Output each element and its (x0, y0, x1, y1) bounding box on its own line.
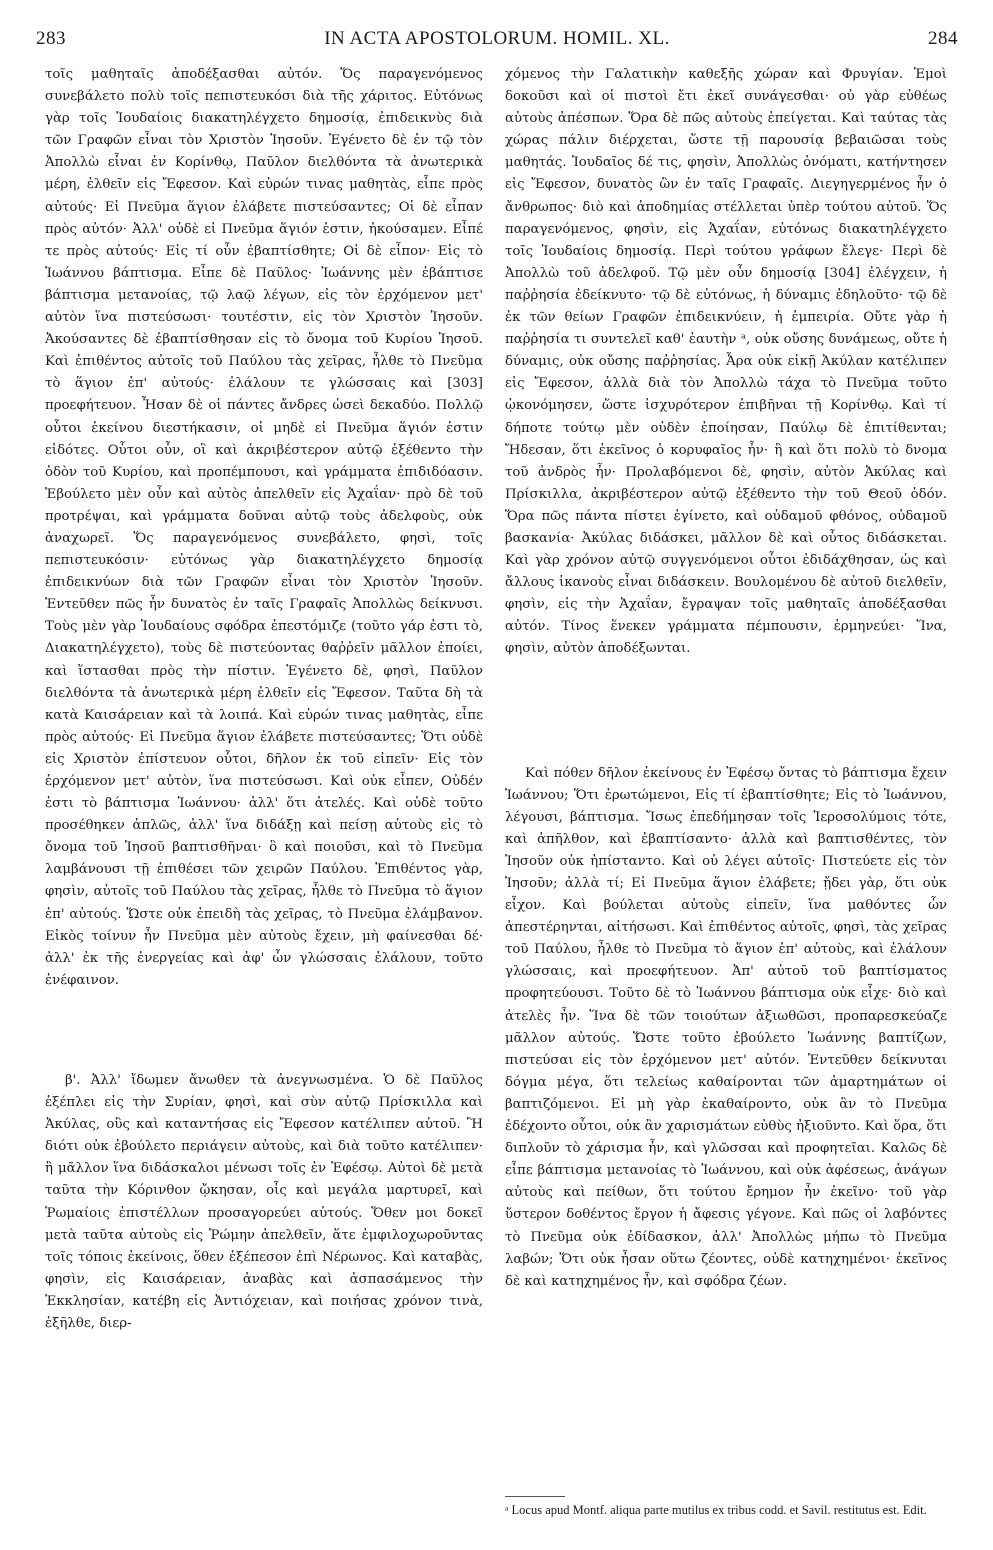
left-column (45, 64, 483, 1335)
running-header (36, 28, 958, 56)
section-gap (505, 661, 947, 763)
footnote-text: ᵃ Locus apud Montf. aliqua parte mutilus ex tribus codd. et Savil. restitutus est. Edit. (505, 1503, 927, 1517)
footnote-rule (505, 1496, 565, 1497)
footnote (505, 1502, 947, 1519)
left-paragraph-2: β'. Ἀλλ' ἴδωμεν ἄνωθεν τὰ ἀνεγνωσμένα. Ὁ δὲ Παῦλος ἐξέπλει εἰς τὴν Συρίαν, φησὶ, καὶ σὺν αὐτῷ Πρίσκιλλα καὶ Ἀκύλας, οὓς καὶ καταντήσας εἰς Ἔφεσον κατέλιπεν αὐτοῦ. Ἢ διότι οὐκ ἐβούλετο περιάγειν αὐτοὺς, καὶ διὰ τοῦτο κατέλιπεν· ἢ μᾶλλον ἵνα διδάσκαλοι μένωσι τοῖς ἐν Ἐφέσῳ. Αὐτοὶ δὲ μετὰ ταῦτα τὴν Κόρινθον ᾤκησαν, οἷς καὶ μεγάλα μαρτυρεῖ, καὶ Ῥωμαίοις ἐπιστέλλων προσαγορεύει αὐτούς. Ὅθεν μοι δοκεῖ μετὰ ταῦτα αὐτοὺς εἰς Ῥώμην ἀπελθεῖν, ἅτε ἐμφιλοχωροῦντας τοῖς τόποις ἐκείνοις, ὅθεν ἐξέπεσον ἐπὶ Νέρωνος. Καὶ καταβὰς, φησὶν, εἰς Καισάρειαν, ἀναβὰς καὶ ἀσπασάμενος τὴν Ἐκκλησίαν, κατέβη εἰς Ἀντιόχειαν, καὶ ποιήσας χρόνον τινὰ, ἐξῆλθε, διερ- (45, 1072, 483, 1331)
page-number-left: 283 (36, 28, 66, 49)
right-column (505, 64, 947, 1293)
right-paragraph-2: Καὶ πόθεν δῆλον ἐκείνους ἐν Ἐφέσῳ ὄντας τὸ βάπτισμα ἔχειν Ἰωάννου; Ὅτι ἐρωτώμενοι, Εἰς τί ἐβαπτίσθητε; Εἰς τὸ Ἰωάννου, λέγουσι, βάπτισμα. Ἴσως ἐπεδήμησαν τοῖς Ἱεροσολύμοις τότε, καὶ ἀπῆλθον, καὶ ἐβαπτίσαντο· ἀλλὰ καὶ βαπτισθέντες, τὸν Ἰησοῦν οὐκ ἠπίσταντο. Καὶ οὐ λέγει αὐτοῖς· Πιστεύετε εἰς τὸν Ἰησοῦν; ἀλλὰ τί; Εἰ Πνεῦμα ἅγιον ἐλάβετε; ᾔδει γὰρ, ὅτι οὐκ εἶχον. Καὶ βούλεται αὐτοὺς εἰπεῖν, ἵνα μαθόντες ὧν ἀπεστέρηνται, αἰτήσωσι. Καὶ ἐπιθέντος αὐτοῖς, φησὶ, τὰς χεῖρας τοῦ Παύλου, ἦλθε τὸ Πνεῦμα τὸ ἅγιον ἐπ' αὐτοὺς, καὶ ἐλάλουν γλώσσαις, καὶ προεφήτευον. Ἀπ' αὐτοῦ τοῦ βαπτίσματος προφητεύουσι. Τοῦτο δὲ τὸ Ἰωάννου βάπτισμα οὐκ εἶχε· διὸ καὶ ἀτελὲς ἦν. Ἵνα δὲ τῶν τοιούτων ἀξιωθῶσι, προπαρεσκεύαζε μᾶλλον αὐτούς. Ὥστε τοῦτο ἐβούλετο Ἰωάννης βαπτίζων, πιστεύσαι εἰς τὸν ἐρχόμενον μετ' αὐτόν. Ἐντεῦθεν δείκνυται δόγμα μέγα, ὅτι τελείως καθαίρονται τῶν ἁμαρτημάτων οἱ βαπτιζόμενοι. Εἰ μὴ γὰρ ἐκαθαίροντο, οὐκ ἂν τὸ Πνεῦμα ἐδέχοντο οὗτοι, οὐκ ἂν χαρισμάτων εὐθὺς ἠξιοῦντο. Καὶ ὅρα, ὅτι διπλοῦν τὸ χάρισμα ἦν, καὶ γλῶσσαι καὶ προφητεῖαι. Καλῶς δὲ εἶπε βάπτισμα μετανοίας τὸ Ἰωάννου, καὶ οὐκ ἀφέσεως, ἀνάγων αὐτοὺς καὶ πείθων, ὅτι τούτου ἔρημον ἦν ἐκεῖνο· τοῦ γὰρ ὕστερον δοθέντος ἔργον ἡ ἄφεσις γέγονε. Καὶ πῶς οἱ λαβόντες τὸ Πνεῦμα οὐκ ἐδίδασκον, ἀλλ' Ἀπολλὼς μήπω τὸ Πνεῦμα λαβών; Ὅτι οὐκ ἦσαν οὕτω ζέοντες, οὐδὲ κατηχημένοι· ἐκεῖνος δὲ καὶ κατηχημένος ἦν, καὶ σφόδρα ζέων. (505, 765, 947, 1289)
right-paragraph-1: χόμενος τὴν Γαλατικὴν καθεξῆς χώραν καὶ Φρυγίαν. Ἐμοὶ δοκοῦσι καὶ οἱ πιστοὶ ἔτι ἐκεῖ συνάγεσθαι· οὐ γὰρ εὐθέως αὐτοὺς ἀπέσπων. Ὅρα δὲ πῶς αὐτοὺς ἐπείγεται. Καὶ ταύτας τὰς χώρας πάλιν διέρχεται, ὥστε τῇ παρουσίᾳ βεβαιῶσαι τοὺς μαθητάς. Ἰουδαῖος δέ τις, φησὶν, Ἀπολλὼς ὀνόματι, κατήντησεν εἰς Ἔφεσον, δυνατὸς ὢν ἐν ταῖς Γραφαῖς. Διεγηγερμένος ἦν ὁ ἄνθρωπος· διὸ καὶ ἀποδημίας στέλλεται ὑπὲρ τούτου αὐτοῦ. Ὅς παραγενόμενος, φησὶν, εἰς Ἀχαΐαν, εὐτόνως διακατηλέγχετο τοῖς Ἰουδαίοις δημοσίᾳ. Περὶ τούτου γράφων ἔλεγε· Περὶ δὲ Ἀπολλὼ τοῦ ἀδελφοῦ. Τῷ μὲν οὖν δημοσίᾳ [304] ἐλέγχειν, ἡ παῤῥησία ἐδείκνυτο· τῷ δὲ εὐτόνως, ἡ δύναμις ἐδηλοῦτο· τῷ δὲ ἐκ τῶν θείων Γραφῶν ἐπιδεικνύειν, ἡ ἐμπειρία. Οὔτε γὰρ ἡ παῤῥησία τι συντελεῖ καθ' ἑαυτὴν ᵃ, οὐκ οὔσης δυνάμεως, οὔτε ἡ δύναμις, οὐκ οὔσης παῤῥησίας. Ἆρα οὐκ εἰκῇ Ἀκύλαν κατέλιπεν εἰς Ἔφεσον, ἀλλὰ διὰ τὸν Ἀπολλὼ τάχα τὸ Πνεῦμα τοῦτο ᾠκονόμησεν, ὥστε ἰσχυρότερον ἐπιβῆναι τῇ Κορίνθῳ. Καὶ τί δήποτε τούτῳ μὲν οὐδὲν ἐποίησαν, Παύλῳ δὲ ἐπιτίθενται; Ἤδεσαν, ὅτι ἐκεῖνος ὁ κορυφαῖος ἦν· ἢ καὶ ὅτι πολὺ τὸ δνομα τοῦ ἀνδρὸς ἦν· Προλαβόμενοι δὲ, φησὶν, αὐτὸν Ἀκύλας καὶ Πρίσκιλλα, ἀκριβέστερον αὐτῷ ἐξέθεντο τὴν τοῦ Θεοῦ ὁδόν. Ὅρα πῶς πάντα πίστει ἐγίνετο, καὶ οὐδαμοῦ φθόνος, οὐδαμοῦ βασκανία· Ἀκύλας διδάσκει, μᾶλλον δὲ καὶ οὗτος διδάσκεται. Καὶ γὰρ χρόνον αὐτῷ συγγενόμενοι οὗτοι ἐδιδάχθησαν, ὡς καὶ ἄλλους ἱκανοὺς εἶναι διδάσκειν. Βουλομένου δὲ αὐτοῦ διελθεῖν, φησὶν, εἰς τὴν Ἀχαΐαν, ἔγραψαν τοῖς μαθηταῖς ἀποδέξασθαι αὐτόν. Τίνος ἕνεκεν γράμματα πέμπουσιν, ἑρμηνεύει· Ἵνα, φησὶν, αὐτὸν ἀποδέξωνται. (505, 67, 947, 657)
left-paragraph-1: τοῖς μαθηταῖς ἀποδέξασθαι αὐτόν. Ὅς παραγενόμενος συνεβάλετο πολὺ τοῖς πεπιστευκόσι διὰ τῆς χάριτος. Εὐτόνως γὰρ τοῖς Ἰουδαίοις διακατηλέγχετο δημοσίᾳ, ἐπιδεικνὺς διὰ τῶν Γραφῶν εἶναι τὸν Χριστὸν Ἰησοῦν. Ἐγένετο δὲ ἐν τῷ τὸν Ἀπολλὼ εἶναι ἐν Κορίνθῳ, Παῦλον διελθόντα τὰ ἀνωτερικὰ μέρη, ἐλθεῖν εἰς Ἔφεσον. Καὶ εὑρών τινας μαθητὰς, εἶπε πρὸς αὐτούς· Εἰ Πνεῦμα ἅγιον ἐλάβετε πιστεύσαντες; Οἱ δὲ εἶπαν πρὸς αὐτόν· Ἀλλ' οὐδὲ εἰ Πνεῦμα ἅγιόν ἐστιν, ἠκούσαμεν. Εἶπέ τε πρὸς αὐτούς· Εἰς τί οὖν ἐβαπτίσθητε; Οἱ δὲ εἶπον· Εἰς τὸ Ἰωάννου βάπτισμα. Εἶπε δὲ Παῦλος· Ἰωάννης μὲν ἐβάπτισε βάπτισμα μετανοίας, τῷ λαῷ λέγων, εἰς τὸν ἐρχόμενον μετ' αὐτὸν ἵνα πιστεύσωσι· τουτέστιν, εἰς τὸν Χριστὸν Ἰησοῦν. Ἀκούσαντες δὲ ἐβαπτίσθησαν εἰς τὸ ὄνομα τοῦ Κυρίου Ἰησοῦ. Καὶ ἐπιθέντος αὐτοῖς τοῦ Παύλου τὰς χεῖρας, ἦλθε τὸ Πνεῦμα τὸ ἅγιον ἐπ' αὐτούς· ἐλάλουν τε γλώσσαις καὶ [303] προεφήτευον. Ἦσαν δὲ οἱ πάντες ἄνδρες ὡσεὶ δεκαδύο. Πολλῷ οὗτοι ἐκείνου διεστήκασιν, οἱ μηδὲ εἰ Πνεῦμα ἅγιόν ἐστιν εἰδότες. Οὗτοι οὖν, οἳ καὶ ἀκριβέστερον αὐτῷ ἐξέθεντο τὴν ὁδὸν τοῦ Κυρίου, καὶ προπέμπουσι, καὶ γράμματα ἐπιδιδόασιν. Ἐβούλετο μὲν οὖν καὶ αὐτὸς ἀπελθεῖν εἰς Ἀχαΐαν· πρὸ δὲ τοῦ προτρέψαι, καὶ γράμματα δοῦναι αὐτῷ τοὺς ἀδελφοὺς, οὐκ ἀναχωρεῖ. Ὅς παραγενόμενος συνεβάλετο, φησὶ, τοῖς πεπιστευκόσιν· εὐτόνως γὰρ διακατηλέγχετο δημοσίᾳ ἐπιδεικνύων διὰ τῶν Γραφῶν εἶναι τὸν Χριστὸν Ἰησοῦν. Ἐντεῦθεν πῶς ἦν δυνατὸς ἐν ταῖς Γραφαῖς Ἀπολλὼς δείκνυσι. Τοὺς μὲν γὰρ Ἰουδαίους σφόδρα ἐπεστόμιζε (τοῦτο γάρ ἐστι τὸ, Διακατηλέγχετο), τοὺς δὲ πιστεύοντας θαῤῥεῖν μᾶλλον ἐποίει, καὶ ἵστασθαι πρὸς τὴν πίστιν. Ἐγένετο δὲ, φησὶ, Παῦλον διελθόντα τὰ ἀνωτερικὰ μέρη ἐλθεῖν εἰς Ἔφεσον. Ταῦτα δὴ τὰ κατὰ Καισάρειαν καὶ τὰ λοιπά. Καὶ εὑρών τινας μαθητὰς, εἶπε πρὸς αὐτούς· Εἰ Πνεῦμα ἅγιον ἐλάβετε πιστεύσαντες; Ὅτι οὐδὲ εἰς Χριστὸν ἐπίστευον οὗτοι, δῆλον ἐκ τοῦ εἰπεῖν· Εἰς τὸν ἐρχόμενον μετ' αὐτὸν, ἵνα πιστεύσωσι. Καὶ οὐκ εἶπεν, Οὐδέν ἐστι τὸ βάπτισμα Ἰωάννου· ἀλλ' ὅτι ἀτελές. Καὶ οὐδὲ τοῦτο προσέθηκεν ἁπλῶς, ἀλλ' ἵνα διδάξῃ καὶ πείσῃ αὐτοὺς εἰς τὸ ὄνομα τοῦ Ἰησοῦ βαπτισθῆναι· ὃ καὶ ποιοῦσι, καὶ τὸ Πνεῦμα λαμβάνουσι τῇ ἐπιθέσει τῶν χειρῶν Παύλου. Ἐπιθέντος γὰρ, φησὶν, αὐτοῖς τοῦ Παύλου τὰς χεῖρας, ἦλθε τὸ Πνεῦμα τὸ ἅγιον ἐπ' αὐτούς. Ὥστε οὐκ ἐπειδὴ τὰς χεῖρας, τὸ Πνεῦμα ἐλάμβανον. Εἰκὸς τοίνυν ἦν Πνεῦμα μὲν αὐτοὺς ἔχειν, μὴ φαίνεσθαι δέ· ἀλλ' ἐκ τῆς ἐνεργείας καὶ ἀφ' ὧν γλώσσαις ἐλάλουν, τοῦτο ἐνέφαινον. (45, 67, 483, 988)
running-title: IN ACTA APOSTOLORUM. HOMIL. XL. (324, 28, 670, 49)
section-gap (45, 992, 483, 1070)
page-number-right: 284 (928, 28, 958, 49)
